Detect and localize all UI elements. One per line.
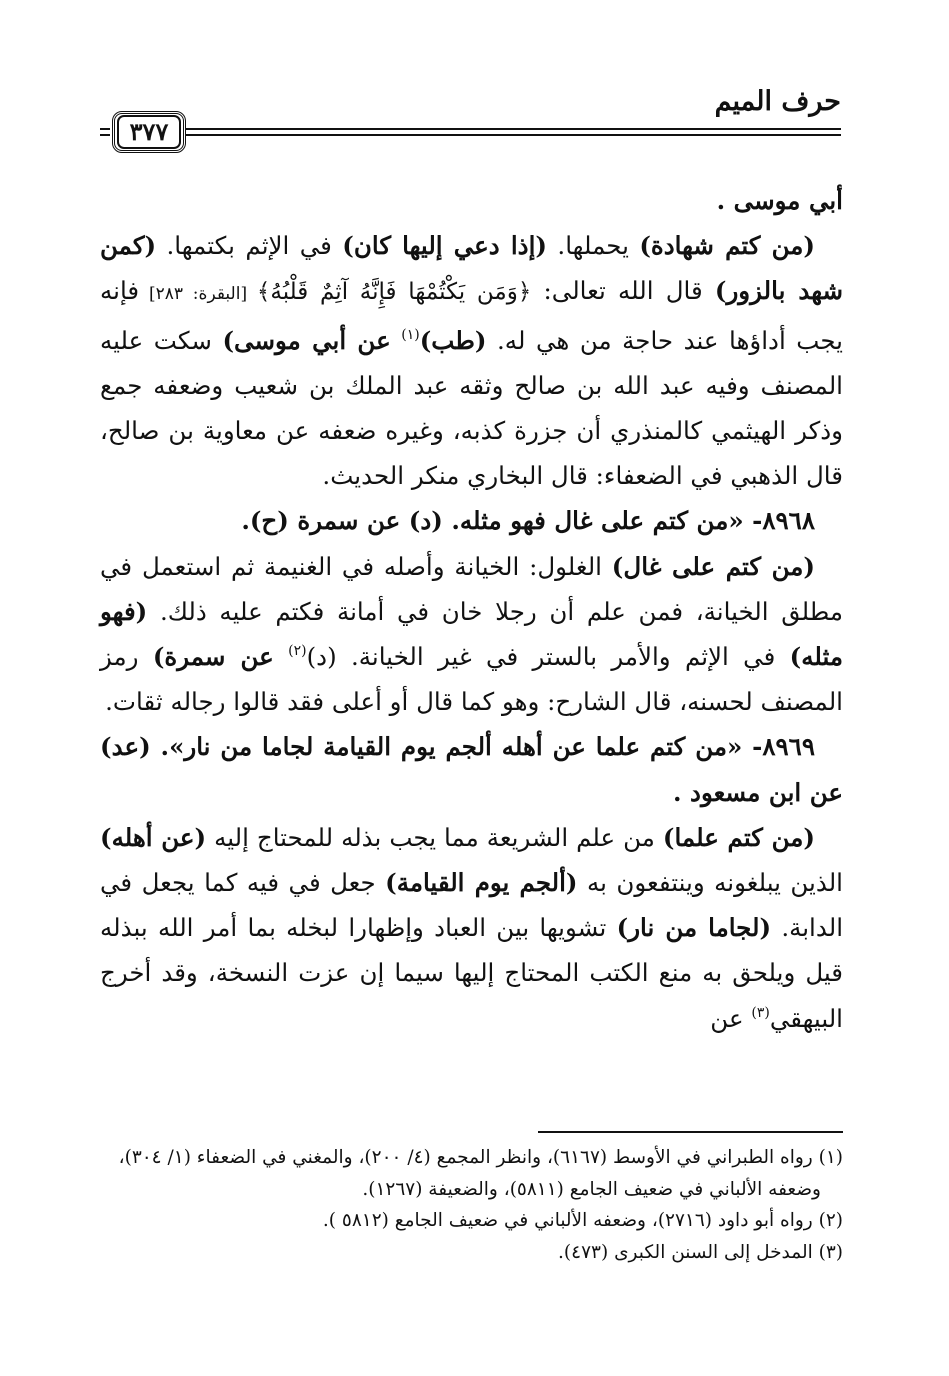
text-bold: (لجاما من نار) (616, 913, 772, 943)
text: عن (710, 1003, 752, 1033)
text: في الإثم بكتمها. (156, 231, 343, 261)
footnote-3: (٣) المدخل إلى السنن الكبرى (٤٧٣). (558, 1241, 843, 1263)
header-rule-tick (100, 128, 110, 136)
footnote-marker-1: (١) (401, 326, 420, 343)
quran-verse: ﴿وَمَن يَكْتُمْهَا فَإِنَّهُ آثِمٌ قَلْبُهُ﴾ (256, 279, 532, 306)
text: رمز المصنف لحسنه، قال الشارح: وهو كما قال أو أعلى فقد قالوا رجاله ثقات. (100, 642, 843, 717)
text: يحملها. (547, 231, 640, 261)
paragraph-2 (100, 223, 843, 498)
page-number: ٣٧٧ (117, 115, 181, 149)
hadith-8968 (100, 498, 843, 543)
footnote-1: (١) رواه الطبراني في الأوسط (٦١٦٧)، وانظر المجمع (٤/ ٢٠٠)، والمغني في الضعفاء (١/ ٣٠٤)، (118, 1147, 843, 1168)
footnote-separator (538, 1131, 843, 1133)
text-bold: (فهو مثله) (100, 596, 843, 672)
text: في الإثم والأمر بالستر في غير الخيانة. (د) (306, 642, 790, 672)
running-title: حرف الميم (714, 86, 841, 117)
footnote-marker-3: (٣) (751, 1004, 770, 1021)
verse-reference: [البقرة: ٢٨٣] (139, 284, 257, 305)
text-bold: ٨٩٦٩- «من كتم علما عن أهله ألجم يوم القيامة لجاما من نار». (عد) عن ابن مسعود . (100, 732, 843, 807)
text-bold: (طب) (419, 325, 487, 355)
text (274, 642, 288, 671)
text-bold: عن أبي موسى) (222, 325, 391, 355)
text-bold: (من كتم علما) (662, 822, 815, 852)
text: من علم الشريعة مما يجب بذله للمحتاج إليه (206, 822, 663, 852)
text-bold: (ألجم يوم القيامة) (385, 868, 578, 898)
paragraph-4 (100, 544, 843, 725)
text: جعل في فيه كما يجعل في الدابة. (100, 868, 843, 943)
text: فإنه يجب أداؤها عند حاجة من هي له. (100, 276, 843, 355)
text: الذين يبلغونه وينتفعون به (577, 868, 843, 898)
text: تشويها بين العباد وإظهارا لبخله بما أمر الله ببذله قيل ويلحق به منع الكتب المحتاج إليها سيما إن عزت النسخة، وقد أخرج البيهقي (100, 913, 843, 1033)
text-bold: (من كتم شهادة) (639, 231, 816, 261)
text (391, 326, 402, 355)
main-text (100, 178, 843, 1041)
text-bold: (عن أهله) (100, 822, 207, 852)
text-bold: (كمن شهد بالزور) (100, 231, 844, 306)
text: سكت عليه المصنف وفيه عبد الله بن صالح وثقه عبد الملك بن شعيب وضعفه جمع وذكر الهيثمي كالمنذري أن جزرة كذبه، وغيره ضعفه عن معاوية بن صالح، قال الذهبي في الضعفاء: قال البخاري منكر الحديث. (100, 325, 843, 491)
paragraph-6 (100, 815, 843, 1041)
text: قال الله تعالى: (531, 276, 715, 306)
footnote-1-continuation: وضعفه الألباني في ضعيف الجامع (٥٨١١)، والضعيفة (١٢٦٧). (362, 1178, 821, 1200)
text-bold: ٨٩٦٨- «من كتم على غال فهو مثله. (د) عن سمرة (ح). (241, 506, 815, 536)
footnote-2: (٢) رواه أبو داود (٢٧١٦)، وضعفه الألباني في ضعيف الجامع (٥٨١٢ ). (322, 1210, 843, 1231)
text-bold: (إذا دعي إليها كان) (342, 231, 547, 261)
text: الغلول: الخيانة وأصله في الغنيمة ثم استعمل في مطلق الخيانة، فمن علم أن رجلا خان في أمانة فكتم عليه ذلك. (100, 551, 843, 626)
footnotes (100, 1142, 843, 1268)
page-number-frame (112, 111, 186, 153)
text-bold: عن سمرة) (152, 642, 274, 672)
paragraph-1 (100, 178, 843, 223)
hadith-8969 (100, 724, 843, 814)
text-bold: (من كتم على غال) (611, 551, 815, 581)
header-rule (186, 128, 841, 136)
footnote-marker-2: (٢) (288, 643, 307, 660)
text-bold: أبي موسى . (716, 186, 843, 215)
